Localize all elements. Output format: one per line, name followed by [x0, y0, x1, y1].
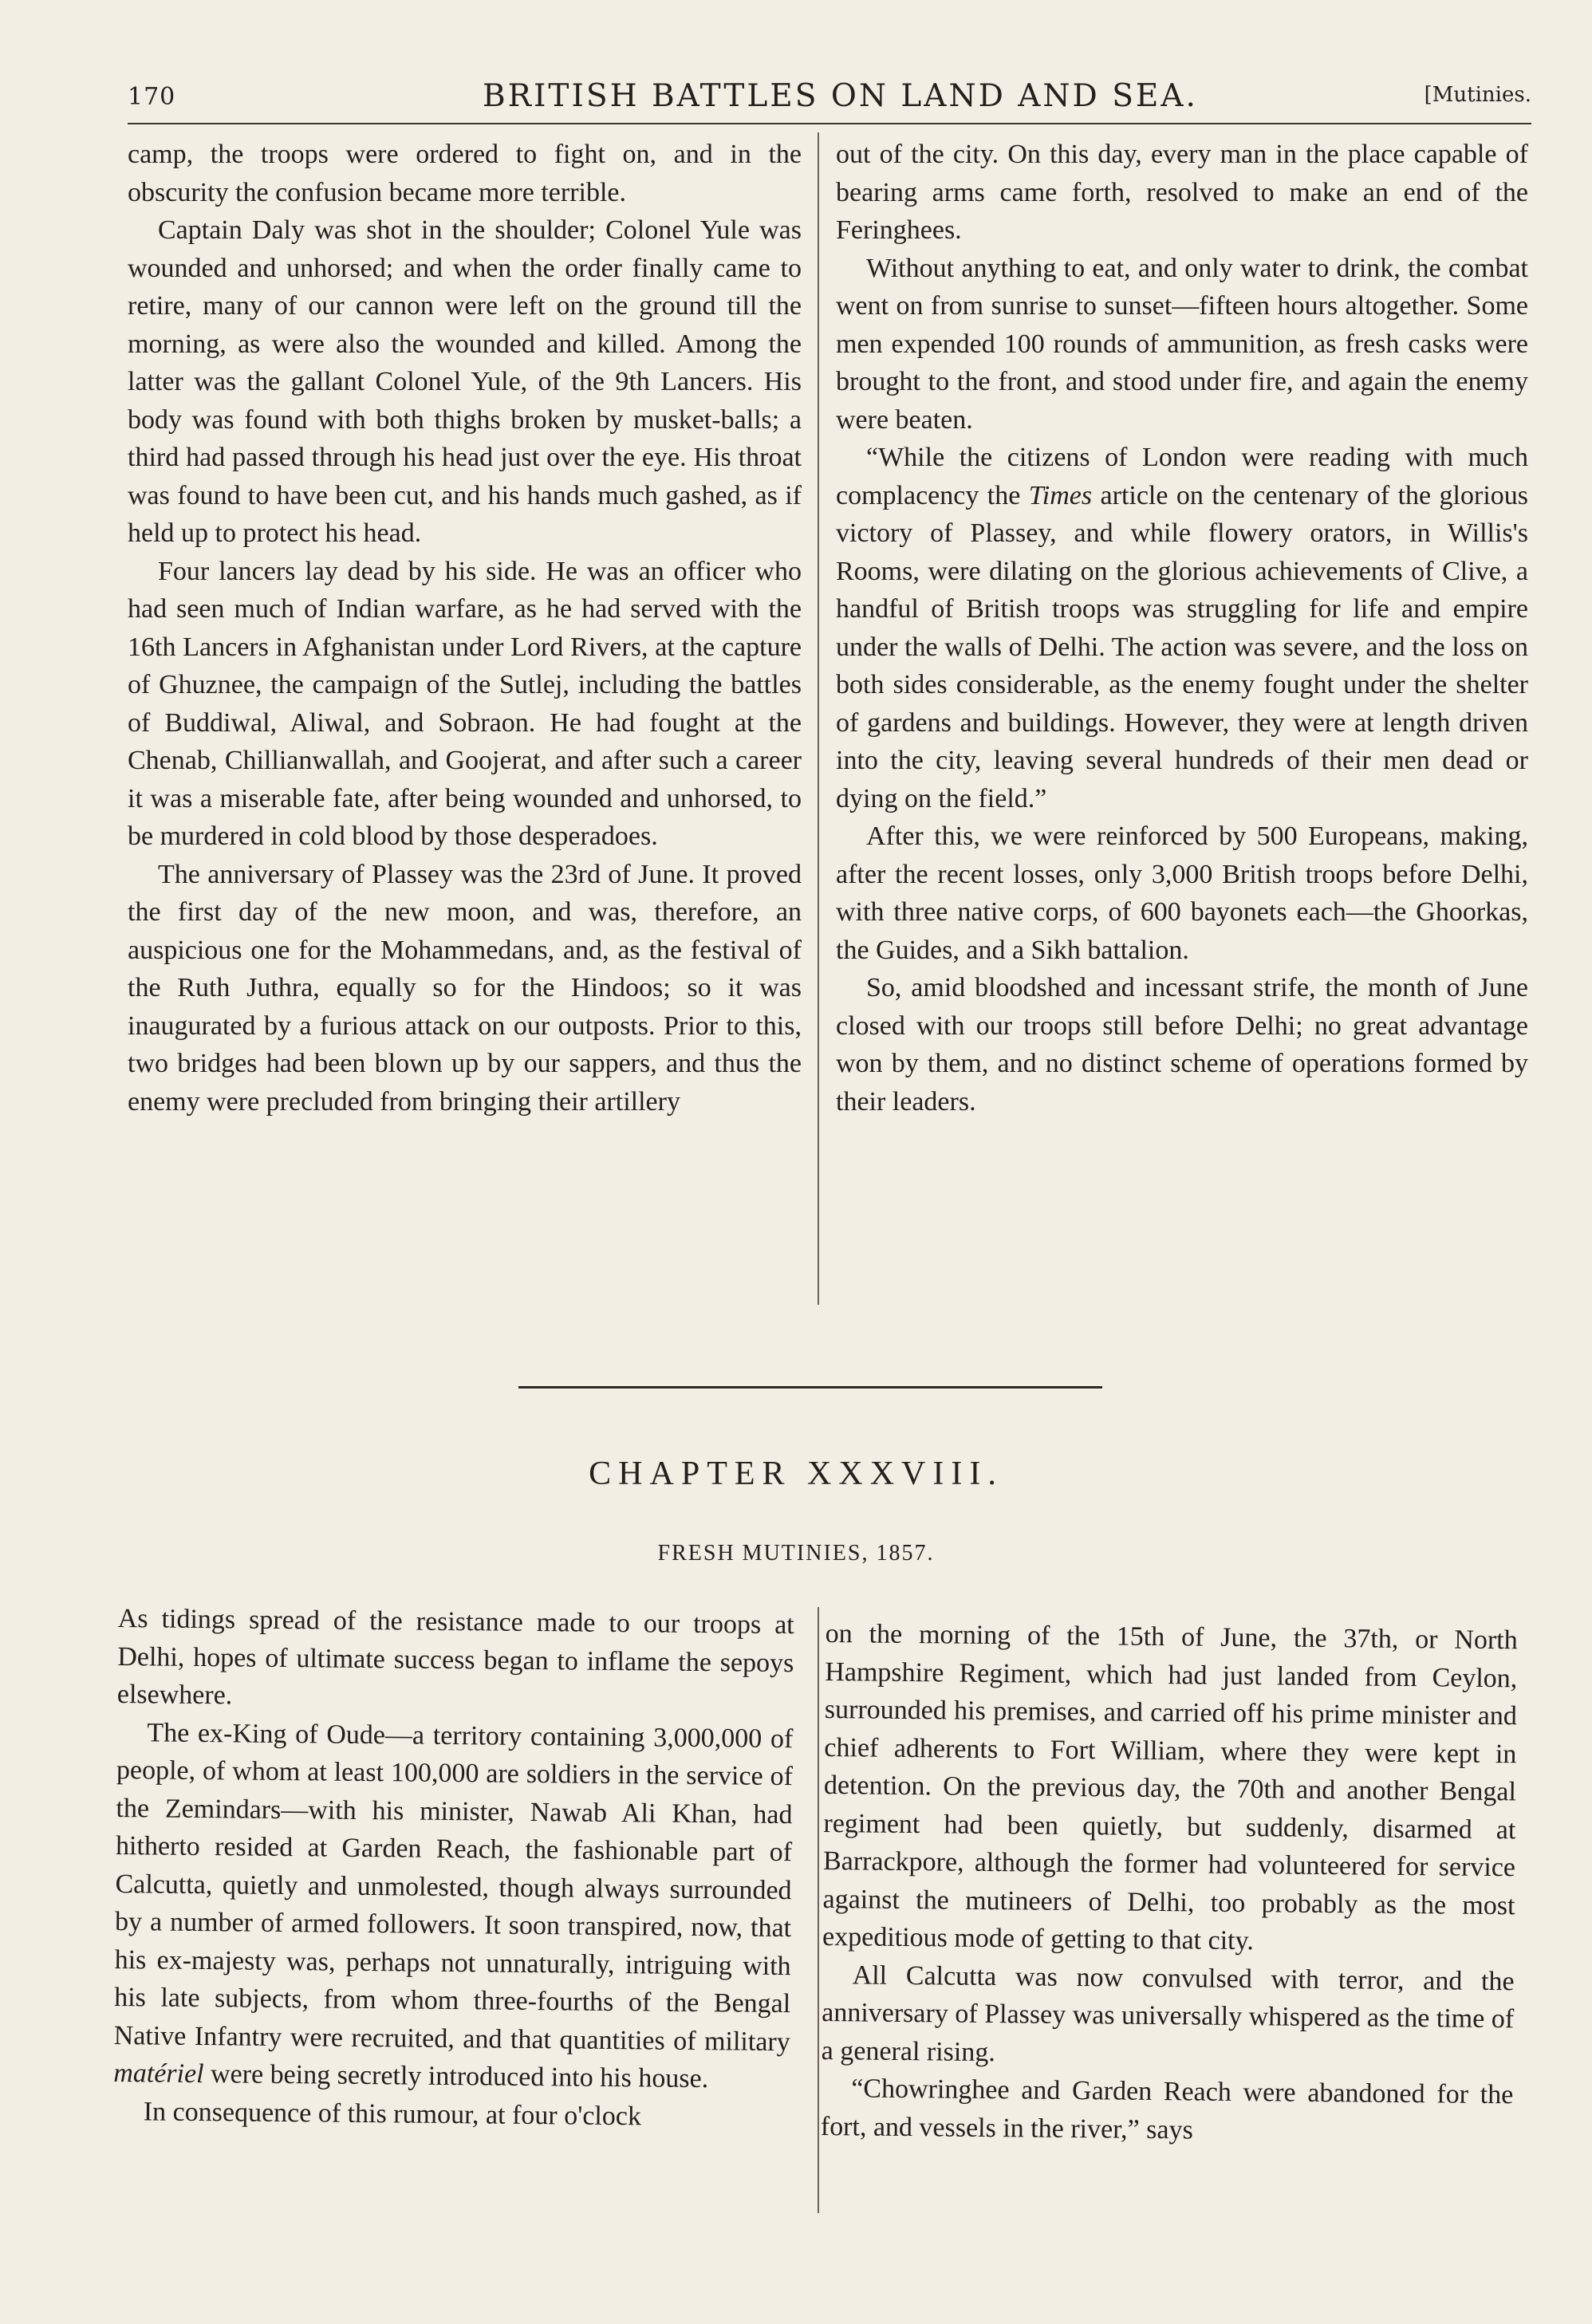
page-header — [128, 78, 1531, 124]
bottom-left-column — [113, 1600, 794, 2137]
bottom-right-column — [821, 1615, 1518, 2152]
paragraph: “Chowringhee and Garden Reach were abandoned for the fort, and vessels in the river,” says — [820, 2074, 1514, 2145]
paragraph: The anniversary of Plassey was the 23rd of June. It proved the first day of the new moon, and was, therefore, an auspicious one for the Mohammedans, and, as the festival of the Ruth Juthra, equally so for the Hindoos; so it was inaugurated by a furious attack on our outposts. Prior to this, two bridges had been blown up by our sappers, and thus the enemy were precluded from bringing their artillery — [128, 859, 802, 1117]
top-left-column — [128, 136, 802, 1121]
paragraph: Without anything to eat, and only water to drink, the combat went on from sunrise to sunset—fifteen hours altogether. Some men expended 100 rounds of ammunition, as fresh casks were brought to the front, and stood under fire, and again the enemy were beaten. — [836, 253, 1528, 435]
section-divider — [518, 1386, 1102, 1388]
newspaper-title: Times — [1028, 480, 1093, 510]
paragraph: After this, we were reinforced by 500 Europeans, making, after the recent losses, only 3,000 British troops before Delhi, with three native corps, of 600 bayonets each—the Ghoorkas, the Guides, and a Sikh battalion. — [836, 821, 1528, 965]
paragraph-text: were being secretly introduced into his house. — [203, 2059, 709, 2094]
running-title: BRITISH BATTLES ON LAND AND SEA. — [483, 78, 1198, 114]
chapter-title: CHAPTER XXXVIII. — [589, 1455, 1003, 1492]
paragraph: Captain Daly was shot in the shoulder; Colonel Yule was wounded and unhorsed; and when the order finally came to retire, many of our cannon were left on the ground till the morning, as were also the wounded and killed. Among the latter was the gallant Colonel Yule, of the 9th Lancers. His body was found with both thighs broken by musket-balls; a third had passed through his head just over the eye. His throat was found to have been cut, and his hands much gashed, as if held up to protect his head. — [128, 215, 802, 548]
column-divider — [818, 132, 819, 1305]
quote-paragraph — [836, 439, 1528, 817]
section-label: [Mutinies. — [1424, 83, 1531, 107]
paragraph: out of the city. On this day, every man in the place capable of bearing arms came forth, resolved to make an end of the Feringhees. — [836, 140, 1528, 245]
italic-term: matériel — [113, 2058, 204, 2090]
paragraph: on the morning of the 15th of June, the 37th, or North Hampshire Regiment, which had just landed from Ceylon, surrounded his premises, and carried off his prime minister and chief adherents to Fort William, where they were kept in detention. On the previous day, the 70th and another Bengal regiment had been quietly, but suddenly, disarmed at Barrackpore, although the former had volunteered for service against the mutineers of Delhi, too probably as the most expeditious mode of getting to that city. — [822, 1618, 1518, 1956]
paragraph: All Calcutta was now convulsed with terror, and the anniversary of Plassey was universally whispered as the time of a general rising. — [821, 1960, 1515, 2067]
paragraph-text: The ex-King of Oude—a territory containing 3,000,000 of people, of whom at least 100,000 are soldiers in the service of the Zemindars—with his minister, Nawab Ali Khan, had hitherto resided at Garden Reach, the fashionable part of Calcutta, quietly and unmolested, though always surrounded by a number of armed followers. It soon transpired, now, that his ex-majesty was, perhaps not unnaturally, intriguing with his late subjects, from whom three-fourths of the Bengal Native Infantry were recruited, and that quantities of military — [113, 1717, 794, 2057]
paragraph: So, amid bloodshed and incessant strife, the month of June closed with our troops still before Delhi; no great advantage won by them, and no distinct scheme of operations formed by their leaders. — [836, 973, 1528, 1117]
paragraph: camp, the troops were ordered to fight on, and in the obscurity the confusion became more terrible. — [128, 140, 802, 207]
paragraph — [113, 1713, 794, 2098]
chapter-subtitle: FRESH MUTINIES, 1857. — [657, 1541, 935, 1566]
paragraph: In consequence of this rumour, at four o'clock — [143, 2096, 642, 2131]
quote-text: “While the citizens of London were reading with much complacency the — [836, 443, 1528, 510]
quote-text: article on the centenary of the glorious victory of Plassey, and while flowery orators, in Willis's Rooms, were dilating on the glorious achievements of Clive, a handful of British troops was struggling for life and empire under the walls of Delhi. The action was severe, and the loss on both sides considerable, as the enemy fought under the shelter of gardens and buildings. However, they were at length driven into the city, leaving several hundreds of their men dead or dying on the field.” — [836, 480, 1528, 813]
top-right-column — [836, 136, 1528, 1121]
paragraph: As tidings spread of the resistance made to our troops at Delhi, hopes of ultimate success began to inflame the sepoys elsewhere. — [116, 1603, 794, 1711]
paragraph: Four lancers lay dead by his side. He was an officer who had seen much of Indian warfare, as he had served with the 16th Lancers in Afghanistan under Lord Rivers, at the capture of Ghuznee, the campaign of the Sutlej, including the battles of Buddiwal, Aliwal, and Sobraon. He had fought at the Chenab, Chillianwallah, and Goojerat, and after such a career it was a miserable fate, after being wounded and unhorsed, to be murdered in cold blood by those desperadoes. — [128, 556, 802, 851]
column-divider — [818, 1607, 819, 2213]
page-number: 170 — [128, 83, 176, 111]
